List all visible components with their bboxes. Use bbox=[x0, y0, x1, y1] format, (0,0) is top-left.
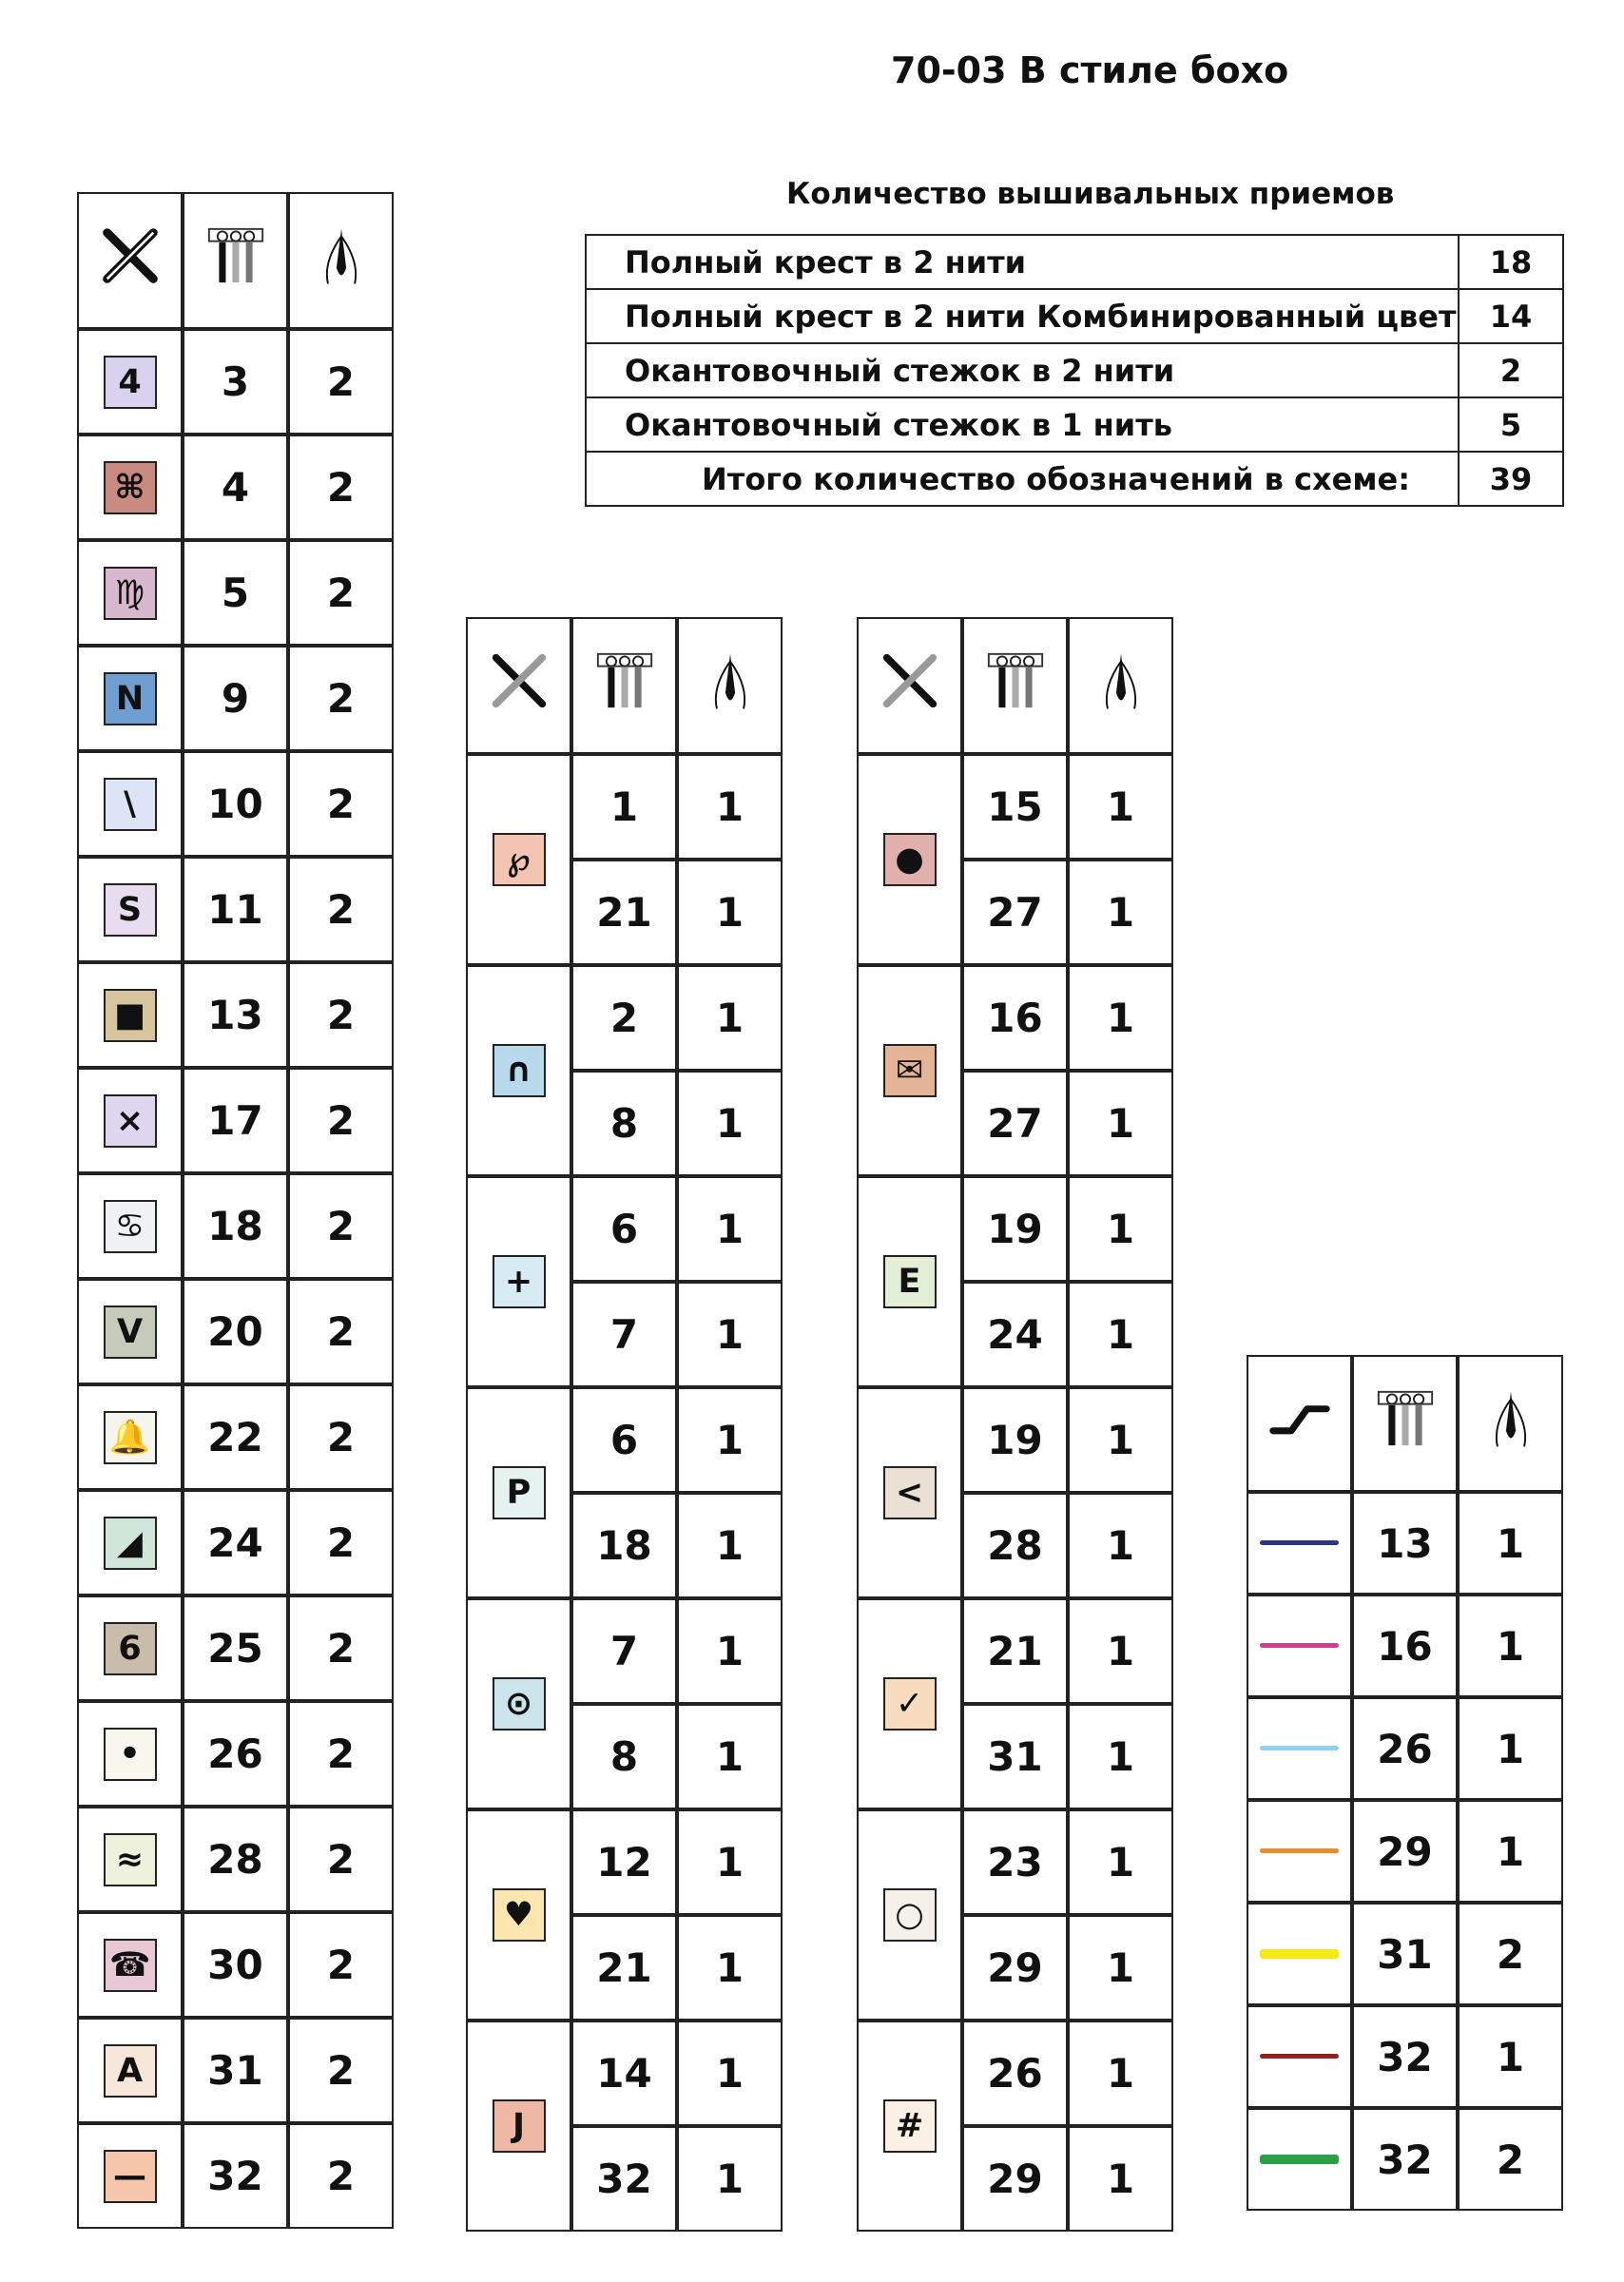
color-number-cell: 22 bbox=[183, 1384, 288, 1490]
color-number-cell: 27 bbox=[962, 860, 1068, 965]
color-number-cell: 27 bbox=[962, 1071, 1068, 1176]
arch-icon: ∩ bbox=[493, 1044, 546, 1097]
strands-cell: 1 bbox=[677, 1809, 783, 1915]
page-title: 70-03 В стиле бохо bbox=[891, 49, 1289, 91]
header-cell bbox=[1247, 1355, 1352, 1492]
letter-n: N bbox=[104, 672, 157, 725]
color-number-cell: 21 bbox=[571, 1915, 677, 2021]
digit-four: 4 bbox=[104, 356, 157, 409]
strands-cell: 1 bbox=[677, 1493, 783, 1598]
bell-icon: 🔔 bbox=[104, 1411, 157, 1464]
summary-row bbox=[586, 235, 1563, 289]
strands-cell: 2 bbox=[1458, 2108, 1563, 2211]
color-number-cell: 31 bbox=[962, 1704, 1068, 1809]
strands-cell: 1 bbox=[1068, 2126, 1173, 2232]
cross-stitch-icon bbox=[880, 650, 940, 721]
strands-cell: 1 bbox=[1068, 965, 1173, 1071]
black-circle-icon: ● bbox=[883, 833, 937, 886]
strands-cell: 1 bbox=[677, 965, 783, 1071]
strands-cell: 1 bbox=[1068, 1809, 1173, 1915]
color-number-cell: 28 bbox=[962, 1493, 1068, 1598]
strands-cell: 2 bbox=[288, 857, 394, 962]
digit-six: 6 bbox=[104, 1622, 157, 1675]
strands-cell: 2 bbox=[288, 1807, 394, 1912]
thread-palette-icon bbox=[1375, 1388, 1436, 1459]
strands-cell: 2 bbox=[288, 1279, 394, 1384]
strands-cell: 2 bbox=[288, 1384, 394, 1490]
backstitch-line bbox=[1260, 1540, 1339, 1545]
header-cell bbox=[857, 617, 962, 754]
strands-cell: 1 bbox=[1068, 1493, 1173, 1598]
color-number-cell: 6 bbox=[571, 1176, 677, 1282]
needle-icon bbox=[311, 225, 372, 296]
strands-cell: 1 bbox=[1458, 2005, 1563, 2108]
strands-cell: 2 bbox=[288, 1068, 394, 1173]
color-number-cell: 19 bbox=[962, 1176, 1068, 1282]
strands-cell: 1 bbox=[1458, 1492, 1563, 1595]
needle-icon bbox=[700, 650, 761, 721]
color-number-cell: 30 bbox=[183, 1912, 288, 2018]
strands-cell: 1 bbox=[677, 2021, 783, 2126]
color-number-cell: 4 bbox=[183, 435, 288, 540]
strands-cell: 1 bbox=[1458, 1595, 1563, 1697]
circled-dot-icon: ⊙ bbox=[493, 1677, 546, 1731]
color-number-cell: 29 bbox=[962, 2126, 1068, 2232]
waves-icon: ≈ bbox=[104, 1833, 157, 1886]
summary-value: 5 bbox=[1459, 397, 1563, 452]
cross-stitch-icon bbox=[100, 225, 161, 296]
summary-label: Полный крест в 2 нити bbox=[586, 235, 1459, 289]
backstitch-line bbox=[1260, 1949, 1339, 1959]
letter-a: A bbox=[104, 2044, 157, 2098]
color-number-cell: 7 bbox=[571, 1282, 677, 1387]
strands-cell: 1 bbox=[1068, 754, 1173, 860]
summary-row bbox=[586, 452, 1563, 506]
summary-row bbox=[586, 343, 1563, 397]
color-number-cell: 8 bbox=[571, 1071, 677, 1176]
strands-cell: 1 bbox=[1068, 1387, 1173, 1493]
strands-cell: 1 bbox=[677, 860, 783, 965]
backstitch-line bbox=[1260, 1746, 1339, 1750]
summary-value: 2 bbox=[1459, 343, 1563, 397]
color-number-cell: 18 bbox=[571, 1493, 677, 1598]
strands-cell: 1 bbox=[1068, 1704, 1173, 1809]
strands-cell: 2 bbox=[288, 540, 394, 646]
summary-heading: Количество вышивальных приемов bbox=[786, 177, 1395, 211]
dot-icon: • bbox=[104, 1728, 157, 1781]
strands-cell: 2 bbox=[288, 1701, 394, 1807]
color-number-cell: 13 bbox=[183, 962, 288, 1068]
header-cell bbox=[77, 192, 183, 329]
header-cell bbox=[466, 617, 571, 754]
color-number-cell: 19 bbox=[962, 1387, 1068, 1493]
multiply-icon: × bbox=[104, 1094, 157, 1148]
strands-cell: 1 bbox=[1068, 1176, 1173, 1282]
strands-cell: 2 bbox=[288, 962, 394, 1068]
color-number-cell: 28 bbox=[183, 1807, 288, 1912]
strands-cell: 1 bbox=[1068, 1598, 1173, 1704]
strands-cell: 1 bbox=[677, 754, 783, 860]
strands-cell: 1 bbox=[677, 1282, 783, 1387]
color-number-cell: 6 bbox=[571, 1387, 677, 1493]
summary-label: Окантовочный стежок в 1 нить bbox=[586, 397, 1459, 452]
strands-cell: 1 bbox=[1458, 1800, 1563, 1903]
strands-cell: 1 bbox=[677, 1387, 783, 1493]
thread-palette-icon bbox=[205, 225, 266, 296]
strands-cell: 2 bbox=[288, 435, 394, 540]
backstitch-line bbox=[1260, 2054, 1339, 2059]
strands-cell: 2 bbox=[288, 1912, 394, 2018]
color-number-cell: 20 bbox=[183, 1279, 288, 1384]
color-number-cell: 26 bbox=[1352, 1697, 1458, 1800]
heart-icon: ♥ bbox=[493, 1888, 546, 1942]
summary-label: Полный крест в 2 нити Комбинированный цвет bbox=[586, 289, 1459, 343]
color-number-cell: 2 bbox=[571, 965, 677, 1071]
color-number-cell: 1 bbox=[571, 754, 677, 860]
color-number-cell: 16 bbox=[1352, 1595, 1458, 1697]
letter-j: J bbox=[493, 2099, 546, 2153]
strands-cell: 1 bbox=[1068, 1915, 1173, 2021]
header-cell bbox=[1352, 1355, 1458, 1492]
strands-cell: 1 bbox=[1068, 2021, 1173, 2126]
color-number-cell: 11 bbox=[183, 857, 288, 962]
needle-icon bbox=[1480, 1388, 1541, 1459]
strands-cell: 1 bbox=[677, 1071, 783, 1176]
header-cell bbox=[962, 617, 1068, 754]
color-number-cell: 12 bbox=[571, 1809, 677, 1915]
summary-label: Окантовочный стежок в 2 нити bbox=[586, 343, 1459, 397]
strands-cell: 1 bbox=[677, 1704, 783, 1809]
letter-p: P bbox=[493, 1466, 546, 1519]
color-number-cell: 16 bbox=[962, 965, 1068, 1071]
strands-cell: 1 bbox=[1068, 1282, 1173, 1387]
color-number-cell: 17 bbox=[183, 1068, 288, 1173]
color-number-cell: 32 bbox=[183, 2123, 288, 2229]
plus-icon: + bbox=[493, 1255, 546, 1308]
strands-cell: 2 bbox=[288, 2123, 394, 2229]
color-number-cell: 18 bbox=[183, 1173, 288, 1279]
strands-cell: 1 bbox=[677, 1915, 783, 2021]
letter-v: V bbox=[104, 1305, 157, 1359]
color-number-cell: 23 bbox=[962, 1809, 1068, 1915]
hash-icon: # bbox=[883, 2099, 937, 2153]
strands-cell: 1 bbox=[1068, 860, 1173, 965]
letter-s: S bbox=[104, 883, 157, 937]
color-number-cell: 26 bbox=[962, 2021, 1068, 2126]
color-number-cell: 21 bbox=[571, 860, 677, 965]
backslash-icon: \ bbox=[104, 778, 157, 831]
backstitch-line bbox=[1260, 2155, 1339, 2164]
header-cell bbox=[677, 617, 783, 754]
color-number-cell: 31 bbox=[183, 2018, 288, 2123]
strands-cell: 2 bbox=[288, 646, 394, 751]
summary-row bbox=[586, 397, 1563, 452]
header-cell bbox=[1458, 1355, 1563, 1492]
color-number-cell: 5 bbox=[183, 540, 288, 646]
color-number-cell: 7 bbox=[571, 1598, 677, 1704]
strands-cell: 2 bbox=[288, 1490, 394, 1595]
color-number-cell: 32 bbox=[1352, 2005, 1458, 2108]
strands-cell: 2 bbox=[288, 751, 394, 857]
backstitch-line bbox=[1260, 1848, 1339, 1853]
thread-palette-icon bbox=[985, 650, 1046, 721]
color-number-cell: 14 bbox=[571, 2021, 677, 2126]
strands-cell: 1 bbox=[677, 1598, 783, 1704]
virgo-icon: ♍ bbox=[104, 567, 157, 620]
strands-cell: 2 bbox=[288, 1595, 394, 1701]
color-number-cell: 24 bbox=[183, 1490, 288, 1595]
header-cell bbox=[1068, 617, 1173, 754]
summary-value: 18 bbox=[1459, 235, 1563, 289]
dash-icon: — bbox=[104, 2150, 157, 2203]
strands-cell: 1 bbox=[677, 2126, 783, 2232]
strands-cell: 1 bbox=[677, 1176, 783, 1282]
color-number-cell: 21 bbox=[962, 1598, 1068, 1704]
cancer-icon: ♋ bbox=[104, 1200, 157, 1253]
envelope-icon: ✉ bbox=[883, 1044, 937, 1097]
header-cell bbox=[183, 192, 288, 329]
backstitch-icon bbox=[1269, 1388, 1330, 1459]
color-number-cell: 29 bbox=[962, 1915, 1068, 2021]
less-than-icon: < bbox=[883, 1466, 937, 1519]
strands-cell: 1 bbox=[1068, 1071, 1173, 1176]
strands-cell: 2 bbox=[288, 2018, 394, 2123]
color-number-cell: 8 bbox=[571, 1704, 677, 1809]
triangle-icon: ◢ bbox=[104, 1517, 157, 1570]
summary-row bbox=[586, 289, 1563, 343]
cross-stitch-icon bbox=[489, 650, 550, 721]
color-number-cell: 9 bbox=[183, 646, 288, 751]
color-number-cell: 32 bbox=[571, 2126, 677, 2232]
color-number-cell: 26 bbox=[183, 1701, 288, 1807]
summary-total-label: Итого количество обозначений в схеме: bbox=[586, 452, 1459, 506]
thread-palette-icon bbox=[594, 650, 655, 721]
color-number-cell: 25 bbox=[183, 1595, 288, 1701]
color-number-cell: 32 bbox=[1352, 2108, 1458, 2211]
header-cell bbox=[288, 192, 394, 329]
color-number-cell: 24 bbox=[962, 1282, 1068, 1387]
black-square-icon: ■ bbox=[104, 989, 157, 1042]
color-number-cell: 31 bbox=[1352, 1903, 1458, 2005]
needle-icon bbox=[1091, 650, 1151, 721]
color-number-cell: 3 bbox=[183, 329, 288, 435]
command-icon: ⌘ bbox=[104, 461, 157, 514]
color-number-cell: 10 bbox=[183, 751, 288, 857]
letter-e: E bbox=[883, 1255, 937, 1308]
strands-cell: 2 bbox=[1458, 1903, 1563, 2005]
white-circle-icon: ○ bbox=[883, 1888, 937, 1942]
telephone-icon: ☎ bbox=[104, 1939, 157, 1992]
stitch-summary-table bbox=[585, 234, 1564, 507]
header-cell bbox=[571, 617, 677, 754]
strands-cell: 2 bbox=[288, 1173, 394, 1279]
summary-value: 14 bbox=[1459, 289, 1563, 343]
color-number-cell: 29 bbox=[1352, 1800, 1458, 1903]
strands-cell: 2 bbox=[288, 329, 394, 435]
backstitch-line bbox=[1260, 1643, 1339, 1648]
checkmark-icon: ✓ bbox=[883, 1677, 937, 1731]
color-number-cell: 13 bbox=[1352, 1492, 1458, 1595]
color-number-cell: 15 bbox=[962, 754, 1068, 860]
crossed-p-icon: ℘ bbox=[493, 833, 546, 886]
summary-total-value: 39 bbox=[1459, 452, 1563, 506]
strands-cell: 1 bbox=[1458, 1697, 1563, 1800]
